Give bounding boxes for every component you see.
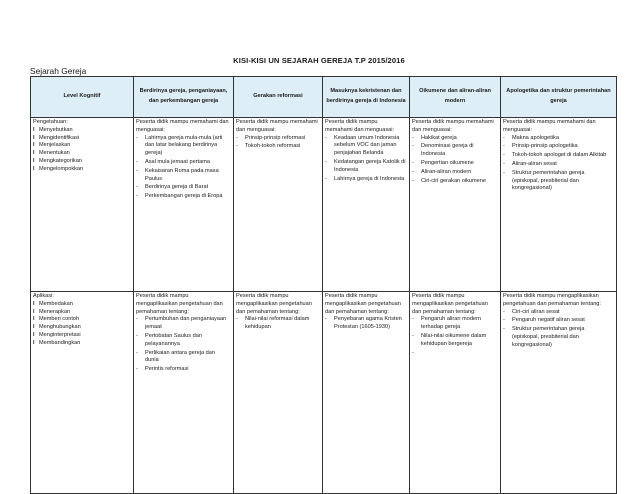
- content-cell: [410, 292, 501, 494]
- content-cell: [234, 292, 323, 494]
- list-item: - Struktur pemerintahan gereja (episkopal, presbiterial dan kongregasional): [503, 326, 613, 349]
- list-item: - Pengaruh aliran modern terhadap gereja: [412, 316, 497, 332]
- cell-intro: Peserta didik mampu memahami dan menguasai:: [503, 119, 596, 133]
- level-title: Aplikasi:: [33, 293, 54, 299]
- list-item: - Kekaisaran Roma pada masa Paulus: [136, 168, 230, 184]
- content-cell: [501, 292, 617, 494]
- cell-intro: Peserta didik mampu memahami dan menguasai:: [136, 119, 229, 133]
- content-cell: [410, 118, 501, 292]
- list-item: - Perintis reformasi: [136, 366, 230, 374]
- list-item: l Menginterpretasi: [33, 332, 130, 340]
- list-item: l Mengelompokkan: [33, 166, 130, 174]
- header-oikumene: Oikumene dan aliran-aliran modern: [410, 77, 501, 118]
- cell-list: [503, 309, 613, 350]
- cell-list: [503, 135, 613, 194]
- document-subtitle: Sejarah Gereja: [30, 66, 87, 76]
- list-item: l Mengkategorikan: [33, 158, 130, 166]
- list-item: - Ciri-ciri gerakan oikumene: [412, 178, 497, 186]
- list-item: - Nilai-nilai oikumene dalam kehidupan bergereja: [412, 333, 497, 349]
- list-item: - Aliran-aliran sesat: [503, 161, 613, 169]
- list-item: l Membedakan: [33, 301, 130, 309]
- list-item: - Ciri-ciri aliran sesat: [503, 309, 613, 317]
- cell-list: [136, 316, 230, 374]
- list-item: - Pengaruh negatif aliran sesat: [503, 317, 613, 325]
- list-item: - Penyebaran agama Kristen Protestan (1605-1930): [325, 316, 406, 332]
- list-item: - Asal mula jemaat pertama: [136, 159, 230, 167]
- cell-intro: Peserta didik mampu mengaplikasikan pengetahuan dan pemahaman tentang:: [136, 293, 223, 315]
- cell-intro: Peserta didik mampu mengaplikasikan pengetahuan dan pemahaman tentang:: [412, 293, 488, 315]
- list-item: - Denominasi gereja di Indonesia: [412, 143, 497, 159]
- cell-intro: Peserta didik mampu mengaplikasikan pengetahuan dan pemahaman tentang:: [236, 293, 312, 315]
- list-item: - Pengertian oikumene: [412, 160, 497, 168]
- list-item: - Struktur pemerintahan gereja (episkopal, presbiterial dan kongregasional): [503, 170, 613, 193]
- list-item: l Membandingkan: [33, 340, 130, 348]
- header-gerakan-reformasi: Gerakan reformasi: [234, 77, 323, 118]
- list-item: - Prinsip-prinsip reformasi: [236, 135, 319, 143]
- cell-list: [236, 135, 319, 152]
- list-item: - Hakikat gereja: [412, 135, 497, 143]
- content-cell: [134, 118, 234, 292]
- list-item: - Tokoh-tokoh reformasi: [236, 143, 319, 151]
- cell-list: [236, 316, 319, 332]
- list-item: - Perlikaian antara gereja dan dunia: [136, 350, 230, 366]
- list-item: - Keadaan umum Indonesia sebelum VOC dan jaman penjajahan Belanda: [325, 135, 406, 158]
- list-item: - Berdirinya gereja di Barat: [136, 184, 230, 192]
- header-level-kognitif: Level Kognitif: [31, 77, 134, 118]
- list-item: l Menentukan: [33, 150, 130, 158]
- kisi-kisi-table: [30, 76, 617, 494]
- header-apologetika: Apologetika dan struktur pemerintahan gereja: [501, 77, 617, 118]
- content-cell: [323, 292, 410, 494]
- level-title: Pengetahuan:: [33, 119, 68, 125]
- cell-list: [412, 316, 497, 348]
- list-item: l Mengidentifikasi: [33, 135, 130, 143]
- cell-list: [136, 135, 230, 201]
- list-item: l Menerapkan: [33, 309, 130, 317]
- list-item: l Menghubungkan: [33, 324, 130, 332]
- list-item: - Pertobatan Saulus dan pelayanannya: [136, 333, 230, 349]
- document-title: KISI-KISI UN SEJARAH GEREJA T.P 2015/2016: [233, 56, 405, 65]
- level-cell: [31, 292, 134, 494]
- list-item: - Kedatangan gereja Katolik di Indonesia: [325, 159, 406, 175]
- level-cell: [31, 118, 134, 292]
- cell-intro: Peserta didik mampu memahami dan menguasai:: [412, 119, 494, 133]
- cell-intro: Peserta didik mampu mengaplikasikan pengetahuan dan pemahaman tentang:: [325, 293, 401, 315]
- cell-list: [412, 135, 497, 186]
- list-item: l Menjelaskan: [33, 142, 130, 150]
- cell-list: [325, 316, 406, 332]
- content-cell: [323, 118, 410, 292]
- list-item: - Makna apologetika: [503, 135, 613, 143]
- header-berdirinya-gereja: Berdirinya gereja, penganiayaan, dan perkembangan gereja: [134, 77, 234, 118]
- list-item: - Pertumbuhan dan penganiayaan jemaat: [136, 316, 230, 332]
- table-row: [31, 118, 617, 292]
- content-cell: [234, 118, 323, 292]
- cell-intro: Peserta didik mampu memahami dan menguasai:: [236, 119, 318, 133]
- list-item: l Memberi contoh: [33, 316, 130, 324]
- list-item: - Perkembangan gereja di Eropa: [136, 193, 230, 201]
- list-item: l Menyebutkan: [33, 127, 130, 135]
- list-item: - Prinsip-prinsip apologetika: [503, 143, 613, 151]
- cell-intro: Peserta didik mampu mengaplikasikan pengetahuan dan pemahaman tentang:: [503, 293, 601, 307]
- content-cell: [134, 292, 234, 494]
- list-item: - Lahirnya gereja mula-mula (arti dan latar belakang berdirinya gereja): [136, 135, 230, 158]
- list-item: - Lahirnya gereja di Indonesia: [325, 176, 406, 184]
- table-row: [31, 292, 617, 494]
- cell-intro: Peserta didik mampu memahami dan menguasai:: [325, 119, 395, 133]
- table-header-row: [31, 77, 617, 118]
- level-list: [33, 301, 130, 348]
- header-kekristenan-indonesia: Masuknya kekristenan dan berdirinya gereja di Indonesia: [323, 77, 410, 118]
- list-item: - Tokoh-tokoh apologet di dalam Alkitab: [503, 152, 613, 160]
- list-item: - Nilai-nilai reformasi dalam kehidupan: [236, 316, 319, 332]
- list-item: - Aliran-aliran modern: [412, 169, 497, 177]
- content-cell: [501, 118, 617, 292]
- cell-list: [325, 135, 406, 184]
- level-list: [33, 127, 130, 174]
